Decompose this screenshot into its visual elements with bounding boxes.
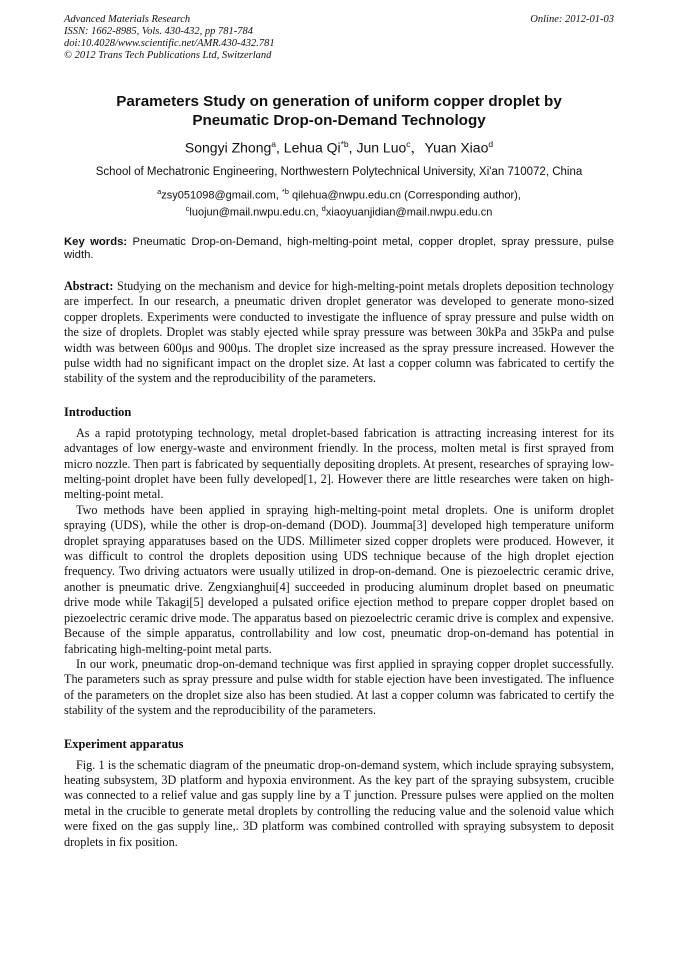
keywords (64, 236, 614, 263)
keywords-label: Key words: (64, 235, 128, 248)
copyright-line: © 2012 Trans Tech Publications Ltd, Switzerland (64, 50, 272, 61)
title-line-1: Parameters Study on generation of uniform copper droplet by (116, 93, 562, 110)
email-sup: c (185, 204, 190, 214)
author-name: Lehua Qi (283, 139, 341, 156)
author-list (64, 135, 614, 157)
email-d[interactable]: xiaoyuanjidian@mail.nwpu.edu.cn (325, 206, 493, 219)
email-sup: d (321, 204, 326, 214)
journal-header (64, 14, 614, 66)
email-b[interactable]: qilehua@nwpu.edu.cn (Corresponding author), (288, 189, 521, 202)
paragraph: In our work, pneumatic drop-on-demand technique was first applied in spraying copper droplet successfully. The parameters such as spray pressure and pulse width for stable ejection have been investigated. The influence of the parameters on the droplet size also has been studied. At last a copper column was fabricated to certify the stability of the system and the reproducibility of the parameters. (64, 656, 614, 718)
doi-line[interactable]: doi:10.4028/www.scientific.net/AMR.430-432.781 (64, 38, 275, 49)
email-c[interactable]: luojun@mail.nwpu.edu.cn, (189, 206, 322, 219)
keywords-text: Pneumatic Drop-on-Demand, high-melting-point metal, copper droplet, spray pressure, pulse width. (64, 235, 614, 262)
title-line-2: Pneumatic Drop-on-Demand Technology (192, 112, 486, 129)
email-line-1 (64, 185, 614, 203)
author-sup: d (488, 139, 494, 149)
author-sup: *b (340, 139, 349, 149)
author-separator: , (276, 139, 284, 156)
author-name: Jun Luo (356, 139, 407, 156)
section-heading-experiment-apparatus: Experiment apparatus (64, 736, 184, 751)
online-date: Online: 2012-01-03 (530, 14, 614, 25)
affiliation: School of Mechatronic Engineering, Northwestern Polytechnical University, Xi'an 710072, China (95, 165, 583, 178)
author-separator: , (348, 139, 357, 156)
paper-title (64, 92, 614, 130)
section-heading-introduction: Introduction (64, 404, 132, 419)
email-sup: a (157, 186, 162, 196)
email-line-2 (64, 202, 614, 220)
abstract (64, 279, 614, 387)
issn-line: ISSN: 1662-8985, Vols. 430-432, pp 781-784 (64, 26, 253, 37)
abstract-label: Abstract: (64, 278, 114, 293)
author-separator: ， (410, 139, 425, 156)
email-sup: *b (281, 186, 289, 196)
author-name: Songyi Zhong (184, 139, 272, 156)
abstract-text: Studying on the mechanism and device for high-melting-point metals droplets deposition technology are imperfect. In our research, a pneumatic driven droplet generator was developed to generate mono-sized copper droplets. Experiments were conducted to investigate the influence of spray pressure and pulse width on the size of droplets. Droplet was stably ejected while spray pressure was between 30kPa and 35kPa and pulse width was between 600μs and 900μs. The droplet size increased as the spray pressure increased. However the pulse width had no significant impact on the droplet size. At last a copper column was fabricated to certify the stability of the system and the reproducibility of the parameters. (64, 278, 614, 386)
author-name: Yuan Xiao (424, 139, 489, 156)
author-sup: c (406, 139, 411, 149)
author-emails (64, 185, 614, 220)
author-sup: a (271, 139, 277, 149)
paragraph: Two methods have been applied in spraying high-melting-point metal droplets. One is uniform droplet spraying (UDS), while the other is drop-on-demand (DOD). Joumma[3] developed high temperature uniform droplet spraying apparatuses based on the UDS. Millimeter sized copper droplets were produced. However, it was difficult to control the droplets deposition using UDS technique because of the high droplet ejection frequency. Two driving actuators were usually utilized in drop-on-demand. One is piezoelectric ceramic drive, another is pneumatic drive. Zengxianghui[4] succeeded in producing aluminum droplet based on pneumatic drive mode while Takagi[5] developed a pulsated orifice ejection method to prepare copper droplet based on piezoelectric ceramic drive mode. The apparatus based on piezoelectric ceramic drive is complex and expensive. Because of the simple apparatus, controllability and low cost, pneumatic drop-on-demand has potential in fabricating high-melting-point metal parts. (64, 502, 614, 656)
paragraph: As a rapid prototyping technology, metal droplet-based fabrication is attracting increasing interest for its advantages of low energy-waste and environment friendly. In the process, molten metal is first sprayed from micro nozzle. Then part is fabricated by sequentially depositing droplets. At present, researches of spraying low-melting-point droplet have been fully developed[1, 2]. However there are little researches were taken on high-melting-point metal. (64, 425, 614, 502)
paragraph: Fig. 1 is the schematic diagram of the pneumatic drop-on-demand system, which include spraying subsystem, heating subsystem, 3D platform and hypoxia environment. As the key part of the spraying subsystem, crucible was connected to a relief value and gas supply line by a T junction. Pressure pulses were applied on the molten metal in the crucible to generate metal droplets by controlling the reducing value and the solenoid value which were fixed on the gas supply line,. 3D platform was combined controlled with spraying subsystem to deposit droplets in fix position. (64, 757, 614, 849)
email-a[interactable]: zsy051098@gmail.com, (161, 189, 282, 202)
journal-name: Advanced Materials Research (64, 14, 191, 25)
